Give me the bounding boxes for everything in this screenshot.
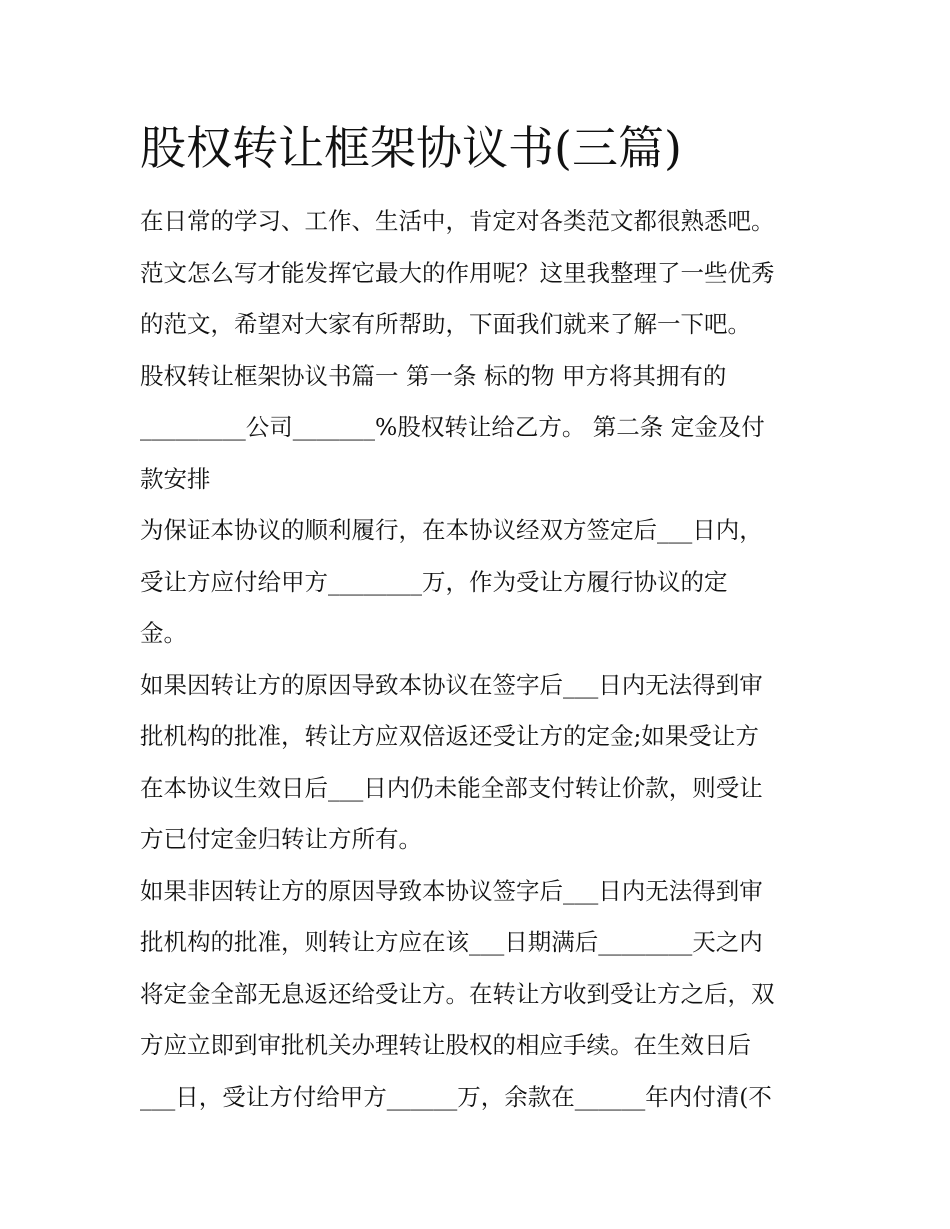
body-line: _________公司_______%股权转让给乙方。 第二条 定金及付	[140, 413, 765, 441]
body-line: 在日常的学习、工作、生活中，肯定对各类范文都很熟悉吧。	[140, 207, 775, 235]
body-line: 范文怎么写才能发挥它最大的作用呢？这里我整理了一些优秀	[140, 258, 775, 287]
body-line: ___日，受让方付给甲方______万，余款在______年内付清(不	[140, 1082, 772, 1111]
body-line: 在本协议生效日后___日内仍未能全部支付转让价款，则受让	[140, 773, 763, 802]
body-line: 批机构的批准，转让方应双倍返还受让方的定金;如果受让方	[140, 722, 759, 750]
body-line: 股权转让框架协议书篇一 第一条 标的物 甲方将其拥有的	[140, 361, 727, 390]
body-line: 受让方应付给甲方________万，作为受让方履行协议的定	[140, 567, 728, 596]
body-line: 的范文，希望对大家有所帮助，下面我们就来了解一下吧。	[140, 310, 751, 338]
body-line: 为保证本协议的顺利履行，在本协议经双方签定后___日内，	[140, 516, 763, 544]
body-line: 将定金全部无息返还给受让方。在转让方收到受让方之后，双	[140, 979, 775, 1008]
body-line: 如果因转让方的原因导致本协议在签字后___日内无法得到审	[140, 670, 763, 699]
body-line: 如果非因转让方的原因导致本协议签字后___日内无法得到审	[140, 876, 763, 905]
body-line: 批机构的批准，则转让方应在该___日期满后________天之内	[140, 928, 763, 956]
document-title: 股权转让框架协议书(三篇)	[140, 121, 682, 175]
body-line: 方已付定金归转让方所有。	[140, 825, 422, 853]
body-line: 方应立即到审批机关办理转让股权的相应手续。在生效日后	[140, 1031, 751, 1059]
body-line: 金。	[140, 619, 187, 647]
document-body	[140, 196, 830, 1123]
body-line: 款安排	[140, 464, 211, 493]
